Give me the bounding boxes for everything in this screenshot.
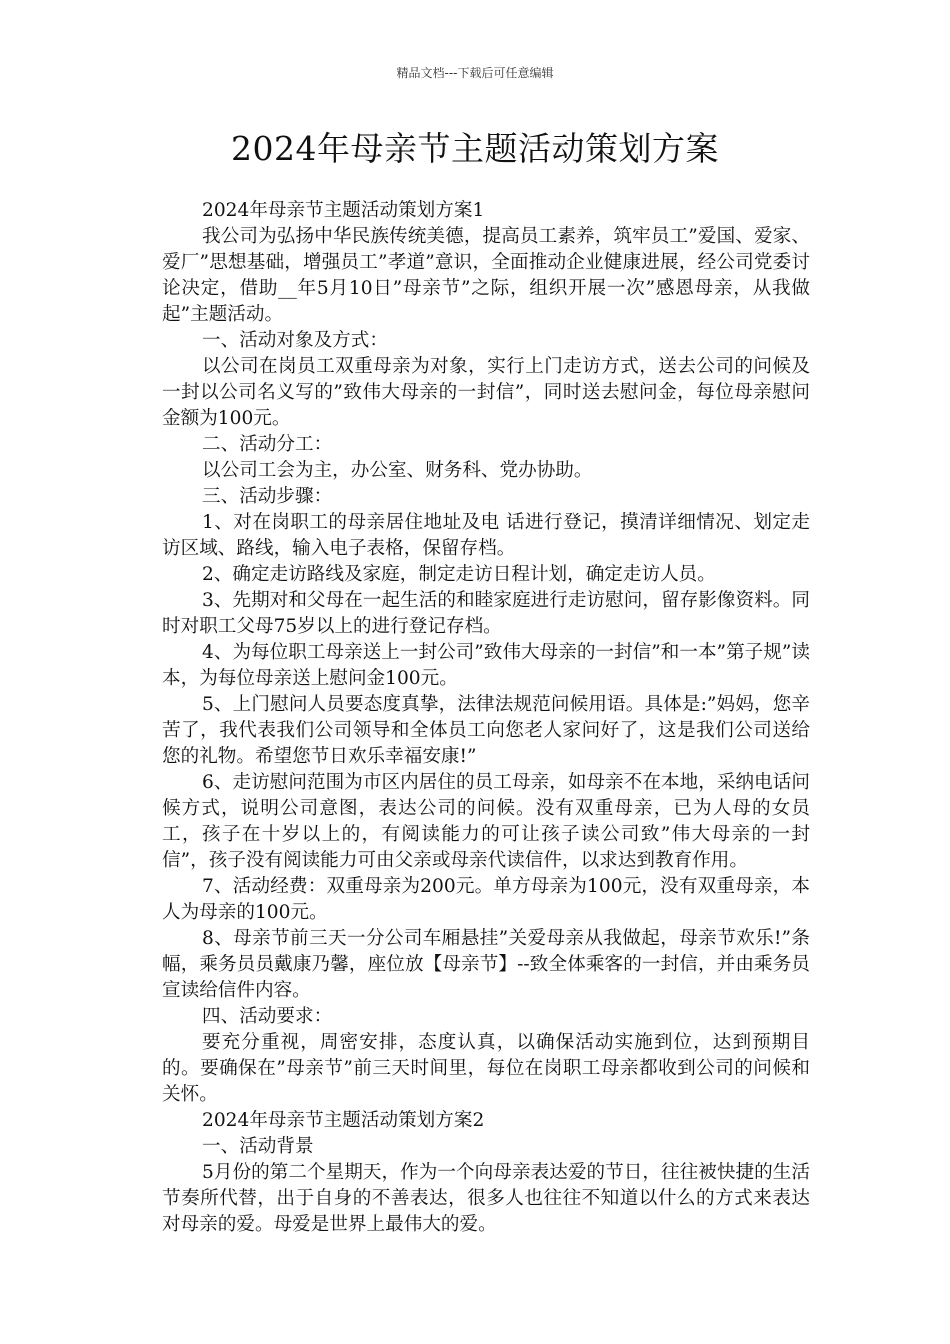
section-heading-background: 一、活动背景 [202,1136,314,1157]
step-item-6: 6、走访慰问范围为市区内居住的员工母亲，如母亲不在本地，采纳电话问候方式，说明公司意图，表达公司的问候。没有双重母亲，已为人母的女员工，孩子在十岁以上的，有阅读能力的可让孩子读公司致”伟大母亲的一封信”，孩子没有阅读能力可由父亲或母亲代读信件，以求达到教育作用。 [162,772,810,871]
document-title: 2024年母亲节主题活动策划方案 [231,129,719,168]
step-item-7: 7、活动经费：双重母亲为200元。单方母亲为100元，没有双重母亲，本人为母亲的100元。 [162,876,810,923]
document-body [162,198,810,1238]
step-item-2: 2、确定走访路线及家庭，制定走访日程计划，确定走访人员。 [202,564,716,585]
section-heading-plan-2: 2024年母亲节主题活动策划方案2 [202,1110,485,1131]
section-heading-division: 二、活动分工： [202,434,333,455]
section-heading-steps: 三、活动步骤： [202,486,333,507]
page-header-watermark: 精品文档---下载后可任意编辑 [396,66,554,80]
paragraph-background: 5月份的第二个星期天，作为一个向母亲表达爱的节日，往往被快捷的生活节奏所代替，出于自身的不善表达，很多人也往往不知道以什么的方式来表达对母亲的爱。母爱是世界上最伟大的爱。 [162,1162,810,1235]
step-item-4: 4、为每位职工母亲送上一封公司”致伟大母亲的一封信”和一本”第子规”读本，为每位母亲送上慰问金100元。 [162,642,810,689]
step-item-3: 3、先期对和父母在一起生活的和睦家庭进行走访慰问，留存影像资料。同时对职工父母75岁以上的进行登记存档。 [162,590,810,637]
section-heading-target: 一、活动对象及方式： [202,330,388,351]
section-heading-plan-1: 2024年母亲节主题活动策划方案1 [202,200,485,221]
paragraph-requirements: 要充分重视，周密安排，态度认真，以确保活动实施到位，达到预期目的。要确保在”母亲节”前三天时间里，每位在岗职工母亲都收到公司的问候和关怀。 [162,1032,810,1105]
paragraph-target: 以公司在岗员工双重母亲为对象，实行上门走访方式，送去公司的问候及一封以公司名义写的”致伟大母亲的一封信”，同时送去慰问金，每位母亲慰问金额为100元。 [162,356,810,429]
step-item-1: 1、对在岗职工的母亲居住地址及电 话进行登记，摸清详细情况、划定走访区域、路线，输入电子表格，保留存档。 [162,512,810,559]
step-item-5: 5、上门慰问人员要态度真挚，法律法规范问候用语。具体是:”妈妈，您辛苦了，我代表我们公司领导和全体员工向您老人家问好了，这是我们公司送给您的礼物。希望您节日欢乐幸福安康!” [162,694,810,767]
paragraph-division: 以公司工会为主，办公室、财务科、党办协助。 [202,460,593,481]
step-item-8: 8、母亲节前三天一分公司车厢悬挂”关爱母亲从我做起，母亲节欢乐!”条幅，乘务员员戴康乃馨，座位放【母亲节】--致全体乘客的一封信，并由乘务员宣读给信件内容。 [162,928,810,1001]
section-heading-requirements: 四、活动要求： [202,1006,333,1027]
intro-paragraph: 我公司为弘扬中华民族传统美德，提高员工素养，筑牢员工”爱国、爱家、爱厂”思想基础，增强员工”孝道”意识，全面推动企业健康进展，经公司党委讨论决定，借助__年5月10日”母亲节”之际，组织开展一次”感恩母亲，从我做起”主题活动。 [162,226,810,325]
